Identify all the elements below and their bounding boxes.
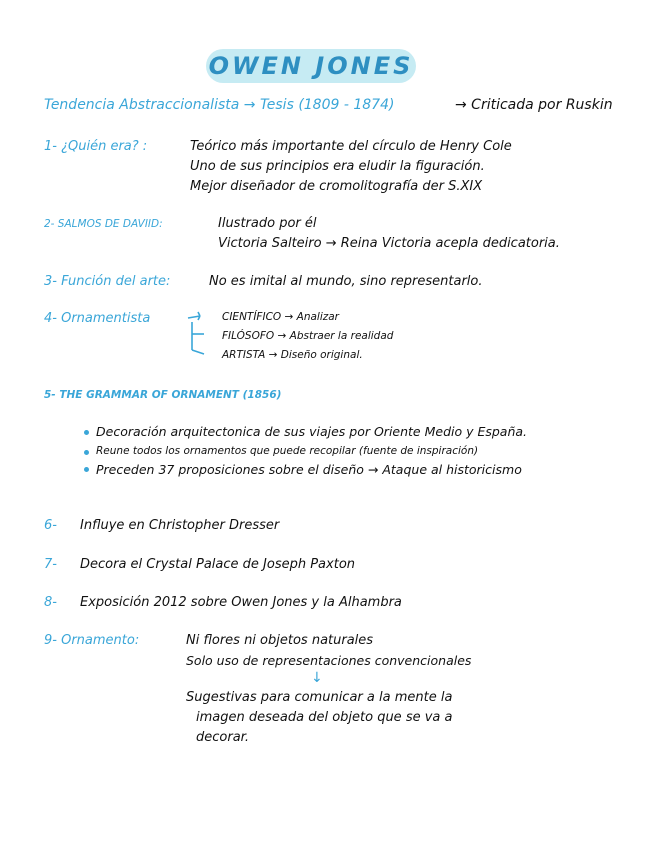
section-5-bullet-2: Reune todos los ornamentos que puede recopilar (fuente de inspiración) <box>96 445 479 457</box>
branch-bracket <box>186 310 226 360</box>
bullet-dot <box>84 467 89 472</box>
section-9-line-2: Solo uso de representaciones convencionales <box>186 653 472 668</box>
section-3-text: No es imital al mundo, sino representarlo. <box>209 274 483 289</box>
section-7-text: Decora el Crystal Palace de Joseph Paxton <box>80 557 356 572</box>
section-5-bullet-3: Preceden 37 proposiciones sobre el diseño → Ataque al historicismo <box>96 462 522 477</box>
down-arrow-icon: ↓ <box>311 670 323 686</box>
section-8-label: 8- <box>44 595 57 610</box>
section-9-line-1: Ni flores ni objetos naturales <box>186 633 374 648</box>
section-5-label: 5- THE GRAMMAR OF ORNAMENT (1856) <box>44 389 282 401</box>
bullet-dot <box>84 450 89 455</box>
intro-critic: → Criticada por Ruskin <box>455 97 613 113</box>
section-1-line-3: Mejor diseñador de cromolitografía der S.XIX <box>190 179 483 194</box>
section-1-line-1: Teórico más importante del círculo de Henry Cole <box>190 139 512 154</box>
intro-tendency: Tendencia Abstraccionalista → Tesis (1809 - 1874) <box>44 97 395 113</box>
section-2-line-1: Ilustrado por él <box>218 216 317 231</box>
section-9-conclusion-1: Sugestivas para comunicar a la mente la <box>186 690 453 705</box>
section-4-label: 4- Ornamentista <box>44 311 151 326</box>
section-3-label: 3- Función del arte: <box>44 274 171 289</box>
bullet-dot <box>84 430 89 435</box>
branch-cientifico: CIENTÍFICO → Analizar <box>222 311 340 323</box>
section-1-label: 1- ¿Quién era? : <box>44 139 148 154</box>
section-6-label: 6- <box>44 518 57 533</box>
section-9-label: 9- Ornamento: <box>44 633 140 648</box>
branch-artista: ARTISTA → Diseño original. <box>222 349 363 361</box>
section-2-label: 2- SALMOS DE DAVIID: <box>44 218 163 230</box>
section-1-line-2: Uno de sus principios era eludir la figuración. <box>190 159 485 174</box>
section-8-text: Exposición 2012 sobre Owen Jones y la Alhambra <box>80 595 402 610</box>
section-9-conclusion-2: imagen deseada del objeto que se va a <box>196 710 453 725</box>
section-7-label: 7- <box>44 557 57 572</box>
section-5-bullet-1: Decoración arquitectonica de sus viajes por Oriente Medio y España. <box>96 424 528 439</box>
branch-filosofo: FILÓSOFO → Abstraer la realidad <box>222 330 394 342</box>
page-title: OWEN JONES <box>208 52 414 80</box>
section-2-line-2: Victoria Salteiro → Reina Victoria acepla dedicatoria. <box>218 236 560 251</box>
section-9-conclusion-3: decorar. <box>196 730 249 745</box>
section-6-text: Influye en Christopher Dresser <box>80 518 280 533</box>
